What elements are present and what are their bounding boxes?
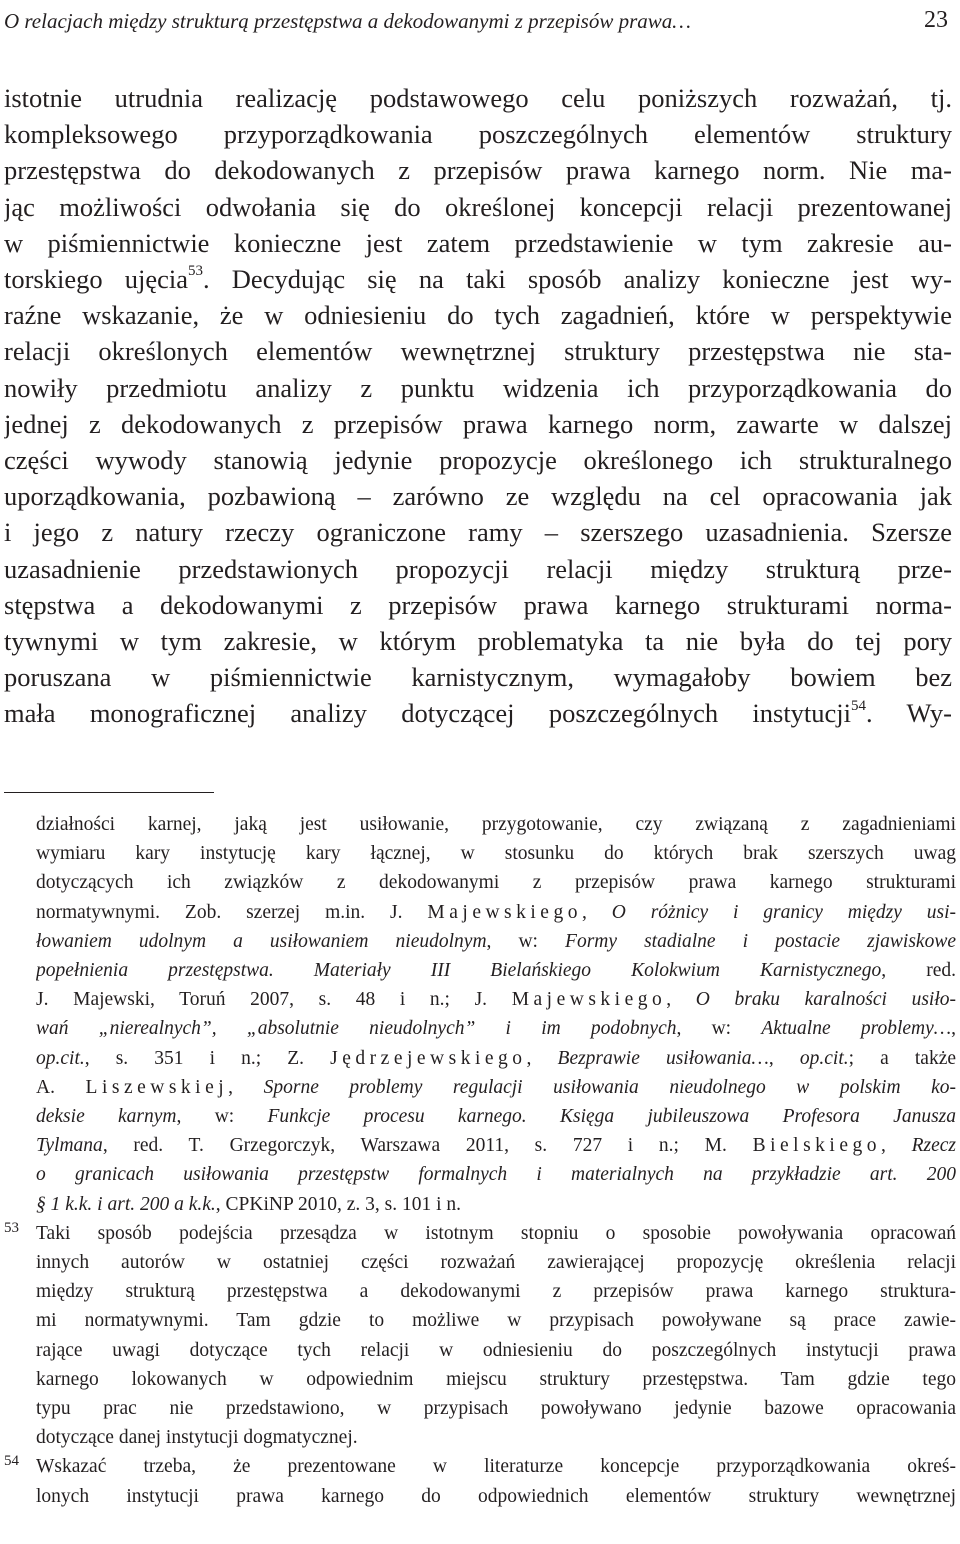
citation-title: § 1 k.k. i art. 200 a k.k. [36,1193,216,1215]
footnote-line [36,1102,956,1131]
author-name: Majewskiego [427,901,582,923]
citation-title: popełnienia przestępstwa. Materiały III Bielańskiego Kolokwium Karnistycznego [36,960,882,982]
citation-title: o granicach usiłowania przestępstw formalnych i materialnych na przykładzie art. 200 [36,1164,956,1186]
text-line: istotnie utrudnia realizację podstawowego celu poniższych rozważań, tj. [4,83,952,113]
footnote-separator [4,792,214,793]
footnote-line: karnego lokowanych w odpowiednim miejscu struktury przestępstwa. Tam gdzie tego [36,1368,956,1390]
citation-title: wań „nierealnych”, „absolutnie nieudolnych” i im podobnych [36,1018,677,1040]
footnote-line: typu prac nie przedstawiono, w przypisach powoływano jedynie bazowe opracowania [36,1398,956,1420]
text-fragment: , [768,1047,800,1069]
footnote-number: 53 [4,1219,19,1236]
author-name: Bielskiego [752,1135,882,1157]
footnote-line: Wskazać trzeba, że prezentowane w literaturze koncepcje przyporządkowania okreś- [36,1456,956,1478]
footnote-continuation [0,810,956,1219]
text-fragment: , [526,1047,558,1069]
text-line [4,695,952,731]
text-fragment: , w: [676,1018,762,1040]
text-line: i jego z natury rzeczy ograniczone ramy – szerszego uzasadnienia. Szersze [4,517,952,548]
text-line: części wywody stanowią jedynie propozycje określonego ich strukturalnego [4,445,952,476]
citation-title: deksie karnym [36,1106,177,1128]
footnote-line [36,1044,956,1073]
text-fragment: torskiego ujęcia [4,264,189,295]
citation-title: Funkcje procesu karnego. Księga jubileuszowa Profesora Janusza [267,1106,956,1128]
text-line: przestępstwa do dekodowanych z przepisów prawa karnego norm. Nie ma- [4,155,952,186]
author-name: Liszewskiej [85,1076,229,1098]
citation-title: op.cit. [799,1047,849,1069]
text-fragment: J. Majewski, Toruń 2007, s. 48 i n.; J. [36,989,512,1011]
text-fragment: , w: [486,930,566,952]
text-line: w piśmiennictwie konieczne jest zatem przedstawienie w tym zakresie au- [4,227,952,258]
footnote-line: między strukturą przestępstwa a dekodowanymi z przepisów prawa karnego struktura- [36,1281,956,1303]
text-fragment: A. [36,1076,86,1098]
footnote-line: lonych instytucji prawa karnego do odpowiednich elementów struktury wewnętrznej [36,1485,956,1507]
footnote-ref-54[interactable]: 54 [851,697,867,714]
citation-title: op.cit. [36,1047,85,1069]
text-fragment: , CPKiNP 2010, z. 3, s. 101 i n. [215,1193,462,1215]
text-line: jednej z dekodowanych z przepisów prawa karnego norm, zawarte w dalszej [4,408,952,439]
text-line: raźne wskazanie, że w odniesieniu do tych zagadnień, które w perspektywie [4,300,952,331]
text-fragment: normatywnymi. Zob. szerzej m.in. J. [36,901,428,923]
footnote-53 [0,1219,956,1453]
text-fragment: , s. 351 i n.; Z. [84,1047,331,1069]
footnote-line [36,898,956,927]
text-fragment: . Decydując się na taki sposób analizy konieczne jest wy- [203,264,952,295]
author-name: Majewskiego [511,989,667,1011]
running-head [4,0,948,34]
footnote-line: dotyczących ich związków z dekodowanymi z przepisów prawa karnego strukturami [36,872,956,894]
author-name: Jędrzejewskiego [330,1047,527,1069]
text-line: nowiły przedmiotu analizy z punktu widzenia ich przyporządkowania do [4,372,952,403]
footnote-line: rające uwagi dotyczące tych relacji w odniesieniu do poszczególnych instytucji prawa [36,1339,956,1361]
footnote-line [36,985,956,1014]
text-line: jąc możliwości odwołania się do określonej koncepcji relacji prezentowanej [4,191,952,222]
citation-title: Rzecz [911,1135,956,1157]
citation-title: Sporne problemy regulacji usiłowania nieudolnego w polskim ko- [263,1076,956,1098]
footnote-line [36,927,956,956]
text-fragment: , red. [881,960,956,982]
footnote-line: działności karnej, jaką jest usiłowanie, przygotowanie, czy związaną z zagadnieniami [36,814,956,835]
text-line: relacji określonych elementów wewnętrznej struktury przestępstwa nie sta- [4,336,952,367]
text-line: uporządkowania, pozbawioną – zarówno ze względu na cel opracowania jak [4,481,952,512]
footnote-line [36,956,956,985]
footnote-line [36,1190,956,1219]
citation-title: Tylmana [36,1135,103,1157]
text-line: tywnymi w tym zakresie, w którym problematyka ta nie była do tej pory [4,626,952,657]
footnote-line [36,1160,956,1189]
text-line: kompleksowego przyporządkowania poszczególnych elementów struktury [4,119,952,150]
text-fragment: , w: [176,1106,268,1128]
text-fragment: , red. T. Grzegorczyk, Warszawa 2011, s. 727 i n.; M. [102,1135,753,1157]
footnote-ref-53[interactable]: 53 [188,263,204,280]
text-line: poruszana w piśmiennictwie karnistycznym, wymagałoby bowiem bez [4,662,952,693]
text-fragment: ; a także [848,1047,956,1069]
footnotes [0,810,956,1511]
footnote-line [36,1131,956,1160]
citation-title: O braku karalności usiło- [695,989,956,1011]
footnote-number: 54 [4,1453,19,1470]
footnote-line: dotyczące danej instytucji dogmatycznej. [36,1427,358,1449]
citation-title: O różnicy i granicy między usi- [611,901,956,923]
citation-title: Bezprawie usiłowania… [557,1047,769,1069]
main-text [4,80,952,732]
text-fragment: mała monograficznej analizy dotyczącej poszczególnych instytucji [4,698,852,729]
text-line: uzasadnienie przedstawionych propozycji relacji między strukturą prze- [4,553,952,584]
text-fragment: . Wy- [866,698,952,729]
footnote-line: innych autorów w ostatniej części rozważań zawierającej propozycję określenia relacji [36,1252,956,1274]
footnote-line [36,1014,956,1043]
footnote-line: Taki sposób podejścia przesądza w istotnym stopniu o sposobie powoływania opracowań [36,1222,956,1244]
text-line [4,261,952,297]
footnote-54 [0,1452,956,1510]
page-number: 23 [924,7,948,33]
text-fragment: , [881,1135,912,1157]
footnote-line: wymiaru kary instytucję kary łącznej, w stosunku do których brak szerszych uwag [36,843,956,865]
footnote-line [36,1073,956,1102]
text-fragment: , [581,901,612,923]
text-line: stępstwa a dekodowanymi z przepisów prawa karnego strukturami norma- [4,589,952,620]
citation-title: łowaniem udolnym a usiłowaniem nieudolnym [36,930,487,952]
text-fragment: , [666,989,696,1011]
text-fragment: , [951,1018,956,1040]
text-fragment: , [228,1076,264,1098]
citation-title: Formy stadialne i postacie zjawiskowe [565,930,956,952]
running-head-title: O relacjach między strukturą przestępstwa a dekodowanymi z przepisów prawa… [4,9,691,33]
footnote-line: mi normatywnymi. Tam gdzie to możliwe w przypisach powoływane są prace zawie- [36,1310,956,1332]
citation-title: Aktualne problemy… [761,1018,952,1040]
